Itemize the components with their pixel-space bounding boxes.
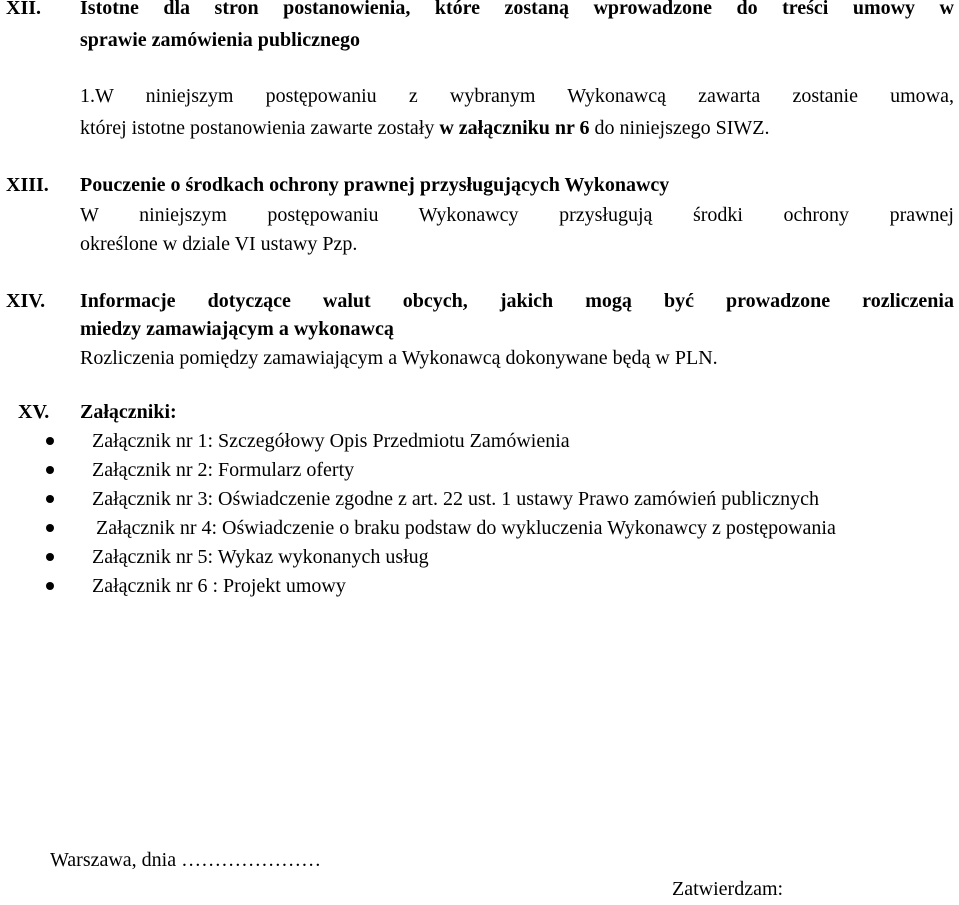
emphasis-text: w załączniku nr 6 — [439, 117, 590, 139]
section-paragraph-continued: określone w dziale VI ustawy Pzp. — [80, 233, 358, 255]
list-item: Załącznik nr 2: Formularz oferty — [92, 459, 355, 481]
place-date: Warszawa, dnia ………………… — [50, 849, 322, 871]
bullet-icon — [46, 524, 54, 532]
bullet-icon — [46, 437, 54, 445]
bullet-icon — [46, 466, 54, 474]
section-paragraph: W niniejszym postępowaniu Wykonawcy przysługują środki ochrony prawnej — [80, 204, 954, 226]
approval-label: Zatwierdzam: — [672, 878, 784, 900]
section-heading: Załączniki: — [80, 401, 177, 423]
list-item: Załącznik nr 1: Szczegółowy Opis Przedmiotu Zamówienia — [92, 430, 570, 452]
bullet-icon — [46, 495, 54, 503]
list-item: Załącznik nr 6 : Projekt umowy — [92, 575, 346, 597]
section-paragraph-continued: której istotne postanowienia zawarte zostały w załączniku nr 6 do niniejszego SIWZ. — [80, 117, 770, 139]
section-number: XIV. — [6, 290, 46, 312]
bullet-icon — [46, 553, 54, 561]
list-item: Załącznik nr 4: Oświadczenie o braku podstaw do wykluczenia Wykonawcy z postępowania — [96, 517, 836, 539]
section-heading: Informacje dotyczące walut obcych, jakich mogą być prowadzone rozliczenia — [80, 290, 954, 312]
section-heading-continued: sprawie zamówienia publicznego — [80, 29, 360, 51]
section-heading: Pouczenie o środkach ochrony prawnej przysługujących Wykonawcy — [80, 174, 670, 196]
list-item: Załącznik nr 5: Wykaz wykonanych usług — [92, 546, 429, 568]
section-paragraph: 1.W niniejszym postępowaniu z wybranym Wykonawcą zawarta zostanie umowa, — [80, 85, 954, 107]
section-heading: Istotne dla stron postanowienia, które zostaną wprowadzone do treści umowy w — [80, 0, 954, 19]
section-number: XII. — [6, 0, 42, 19]
section-number: XV. — [18, 401, 50, 423]
section-paragraph: Rozliczenia pomiędzy zamawiającym a Wykonawcą dokonywane będą w PLN. — [80, 347, 718, 369]
section-number: XIII. — [6, 174, 49, 196]
list-item: Załącznik nr 3: Oświadczenie zgodne z art. 22 ust. 1 ustawy Prawo zamówień publicznych — [92, 488, 819, 510]
section-heading-continued: miedzy zamawiającym a wykonawcą — [80, 318, 394, 340]
bullet-icon — [46, 582, 54, 590]
